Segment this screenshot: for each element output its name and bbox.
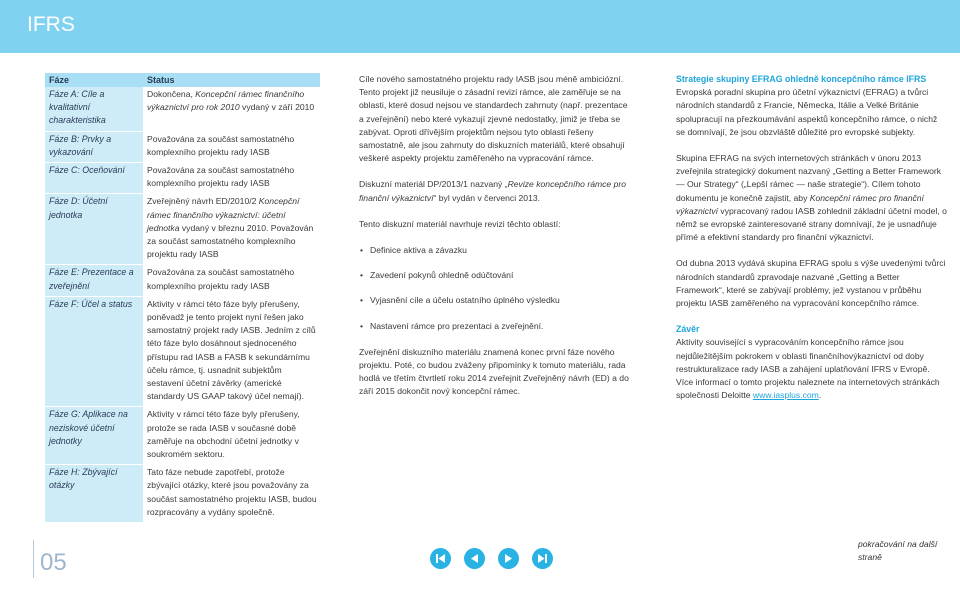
paragraph: Aktivity související s vypracováním koncepčního rámce jsou nejdůležitějším pokrokem v oblasti finančníhovýkaznictví od doby restrukturalizace rady IASB a zahájení uplatňování IFRS v Evropě. Více informací o tomto projektu naleznete na internetových stránkách společnosti Deloitte www.iasplus.com. bbox=[676, 337, 940, 401]
middle-column bbox=[359, 73, 631, 412]
phase-table bbox=[45, 73, 320, 523]
list-item: • Definice aktiva a závazku bbox=[359, 244, 631, 257]
status-cell: Zveřejněný návrh ED/2010/2 Koncepční rámec finančního výkaznictví: účetní jednotka vydaný v březnu 2010. Považován za součást samostatného komplexního projektu rady IASB bbox=[147, 196, 314, 260]
section-heading: Strategie skupiny EFRAG ohledně koncepčního rámce IFRS bbox=[676, 74, 927, 84]
bullet-icon: • bbox=[360, 270, 364, 281]
phase-cell: Fáze E: Prezentace a zveřejnění bbox=[45, 265, 143, 295]
phase-cell: Fáze A: Cíle a kvalitativní charakteristika bbox=[45, 87, 143, 131]
bullet-icon: • bbox=[360, 320, 364, 331]
table-row bbox=[45, 297, 320, 408]
phase-cell: Fáze H: Zbývající otázky bbox=[45, 465, 143, 522]
page-title: IFRS bbox=[27, 13, 75, 36]
list-item: • Vyjasnění cíle a účelu ostatního úplného výsledku bbox=[359, 294, 631, 307]
paragraph: Diskuzní materiál DP/2013/1 nazvaný „Revize koncepčního rámce pro finanční výkaznictví“ byl vydán v červenci 2013. bbox=[359, 179, 627, 203]
previous-page-icon[interactable] bbox=[464, 548, 485, 569]
table-row bbox=[45, 194, 320, 265]
bullet-icon: • bbox=[360, 295, 364, 306]
status-cell: Tato fáze nebude zapotřebí, protože zbývající otázky, které jsou považovány za součást samostatného projektu IASB, budou rozpracovány a vydány společně. bbox=[147, 467, 317, 517]
table-row bbox=[45, 163, 320, 194]
table-row bbox=[45, 465, 320, 523]
paragraph: Od dubna 2013 vydává skupina EFRAG spolu s výše uvedenými tvůrci národních standardů zpravodaje nazvané „Getting a Better Framework“, které se zabývají problémy, jež vystanou v průběhu projektu IASB zaměřeného na vypracování koncepčního rámce. bbox=[676, 258, 946, 309]
paragraph: Zveřejnění diskuzního materiálu znamená konec první fáze nového projektu. Poté, co budou zváženy připomínky k tomuto materiálu, rada hodlá ve třetím čtvrtletí roku 2014 zveřejnit Zveřejněný návrh (ED) a do září 2015 dokončit nový koncepční rámec. bbox=[359, 346, 629, 397]
page-number: 05 bbox=[40, 549, 67, 576]
status-cell: Považována za součást samostatného komplexního projektu rady IASB bbox=[147, 267, 295, 291]
phase-cell: Fáze F: Účel a status bbox=[45, 297, 143, 407]
phase-cell: Fáze G: Aplikace na neziskové účetní jednotky bbox=[45, 407, 143, 464]
bullet-list bbox=[359, 244, 631, 333]
divider bbox=[33, 540, 34, 578]
table-row bbox=[45, 265, 320, 296]
table-row bbox=[45, 132, 320, 163]
paragraph: Skupina EFRAG na svých internetových stránkách v únoru 2013 zveřejnila strategický dokument nazvaný „Getting a Better Framework — Our Strategy“ („Lepší rámec — naše strategie“). Cílem tohoto dokumentu je konečně zajistit, aby Koncepční rámec pro finanční výkaznictví vypracovaný radou IASB zohlednil základní účetní model, o němž se evropské zainteresované strany domnívají, že je usnadňuje přímé a efektivní standardy pro finanční výkaznictví. bbox=[676, 153, 947, 243]
page-navigation bbox=[430, 548, 553, 569]
header-status: Status bbox=[147, 75, 175, 85]
section-heading: Závěr bbox=[676, 324, 700, 335]
paragraph: Cíle nového samostatného projektu rady IASB jsou méně ambiciózní. Tento projekt již neusiluje o zásadní revizi rámce, ale zaměřuje se na oblasti, které dosud nejsou ve standardech zahrnuty (např. prezentace a zveřejnění) nebo které vykazují zjevné nedostatky, jimiž je třeba se zabývat. Oproti dřívějším projektům nejsou tyto oblasti řešeny samostatně, ale jsou zahrnuty do diskuzních materiálů, které obsahují veškeré aspekty projektu zaměřeného na vypracování rámce. bbox=[359, 74, 628, 164]
paragraph: Tento diskuzní materiál navrhuje revizi těchto oblastí: bbox=[359, 218, 561, 229]
status-cell: Aktivity v rámci této fáze byly přerušeny, protože se rada IASB v současné době zaměřuje na obchodní účetní jednotky v soukromém sektoru. bbox=[147, 409, 300, 460]
table-row bbox=[45, 407, 320, 465]
list-item: • Nastavení rámce pro prezentaci a zveřejnění. bbox=[359, 320, 631, 333]
bullet-icon: • bbox=[360, 245, 364, 256]
list-item: • Zavedení pokynů ohledně odúčtování bbox=[359, 269, 631, 282]
phase-cell: Fáze D: Účetní jednotka bbox=[45, 194, 143, 264]
status-cell: Považována za součást samostatného komplexního projektu rady IASB bbox=[147, 165, 295, 189]
phase-cell: Fáze C: Oceňování bbox=[45, 163, 143, 193]
header-bar bbox=[0, 0, 960, 53]
table-row bbox=[45, 87, 320, 132]
first-page-icon[interactable] bbox=[430, 548, 451, 569]
phase-cell: Fáze B: Prvky a vykazování bbox=[45, 132, 143, 162]
status-cell: Považována za součást samostatného komplexního projektu rady IASB bbox=[147, 133, 295, 157]
status-cell: Dokončena, Koncepční rámec finančního výkaznictví pro rok 2010 vydaný v září 2010 bbox=[147, 89, 315, 113]
status-cell: Aktivity v rámci této fáze byly přerušeny, poněvadž je tento projekt nyní řešen jako samostatný projekt rady IASB. Jedním z cílů této fáze bylo dosáhnout sjednoceného přístupu rad IASB a FASB k sekundárnímu účelu rámce, tj. usnadnit subjektům sestavení účetní závěrky (americké standardy US GAAP takový účel nemají). bbox=[147, 298, 316, 402]
deloitte-link[interactable]: www.iasplus.com bbox=[752, 390, 819, 401]
right-column bbox=[676, 73, 948, 415]
table-header bbox=[45, 73, 320, 87]
paragraph: Evropská poradní skupina pro účetní výkaznictví (EFRAG) a tvůrci národních standardů z Francie, Německa, Itálie a Velké Británie spolupracují na přezkoumávání aspektů koncepčního rámce, o nichž se domnívají, že jsou obzvláště důležité pro evropské subjekty. bbox=[676, 87, 938, 137]
next-page-icon[interactable] bbox=[498, 548, 519, 569]
header-phase: Fáze bbox=[49, 75, 70, 85]
continued-note: pokračování na další straně bbox=[858, 539, 938, 563]
last-page-icon[interactable] bbox=[532, 548, 553, 569]
